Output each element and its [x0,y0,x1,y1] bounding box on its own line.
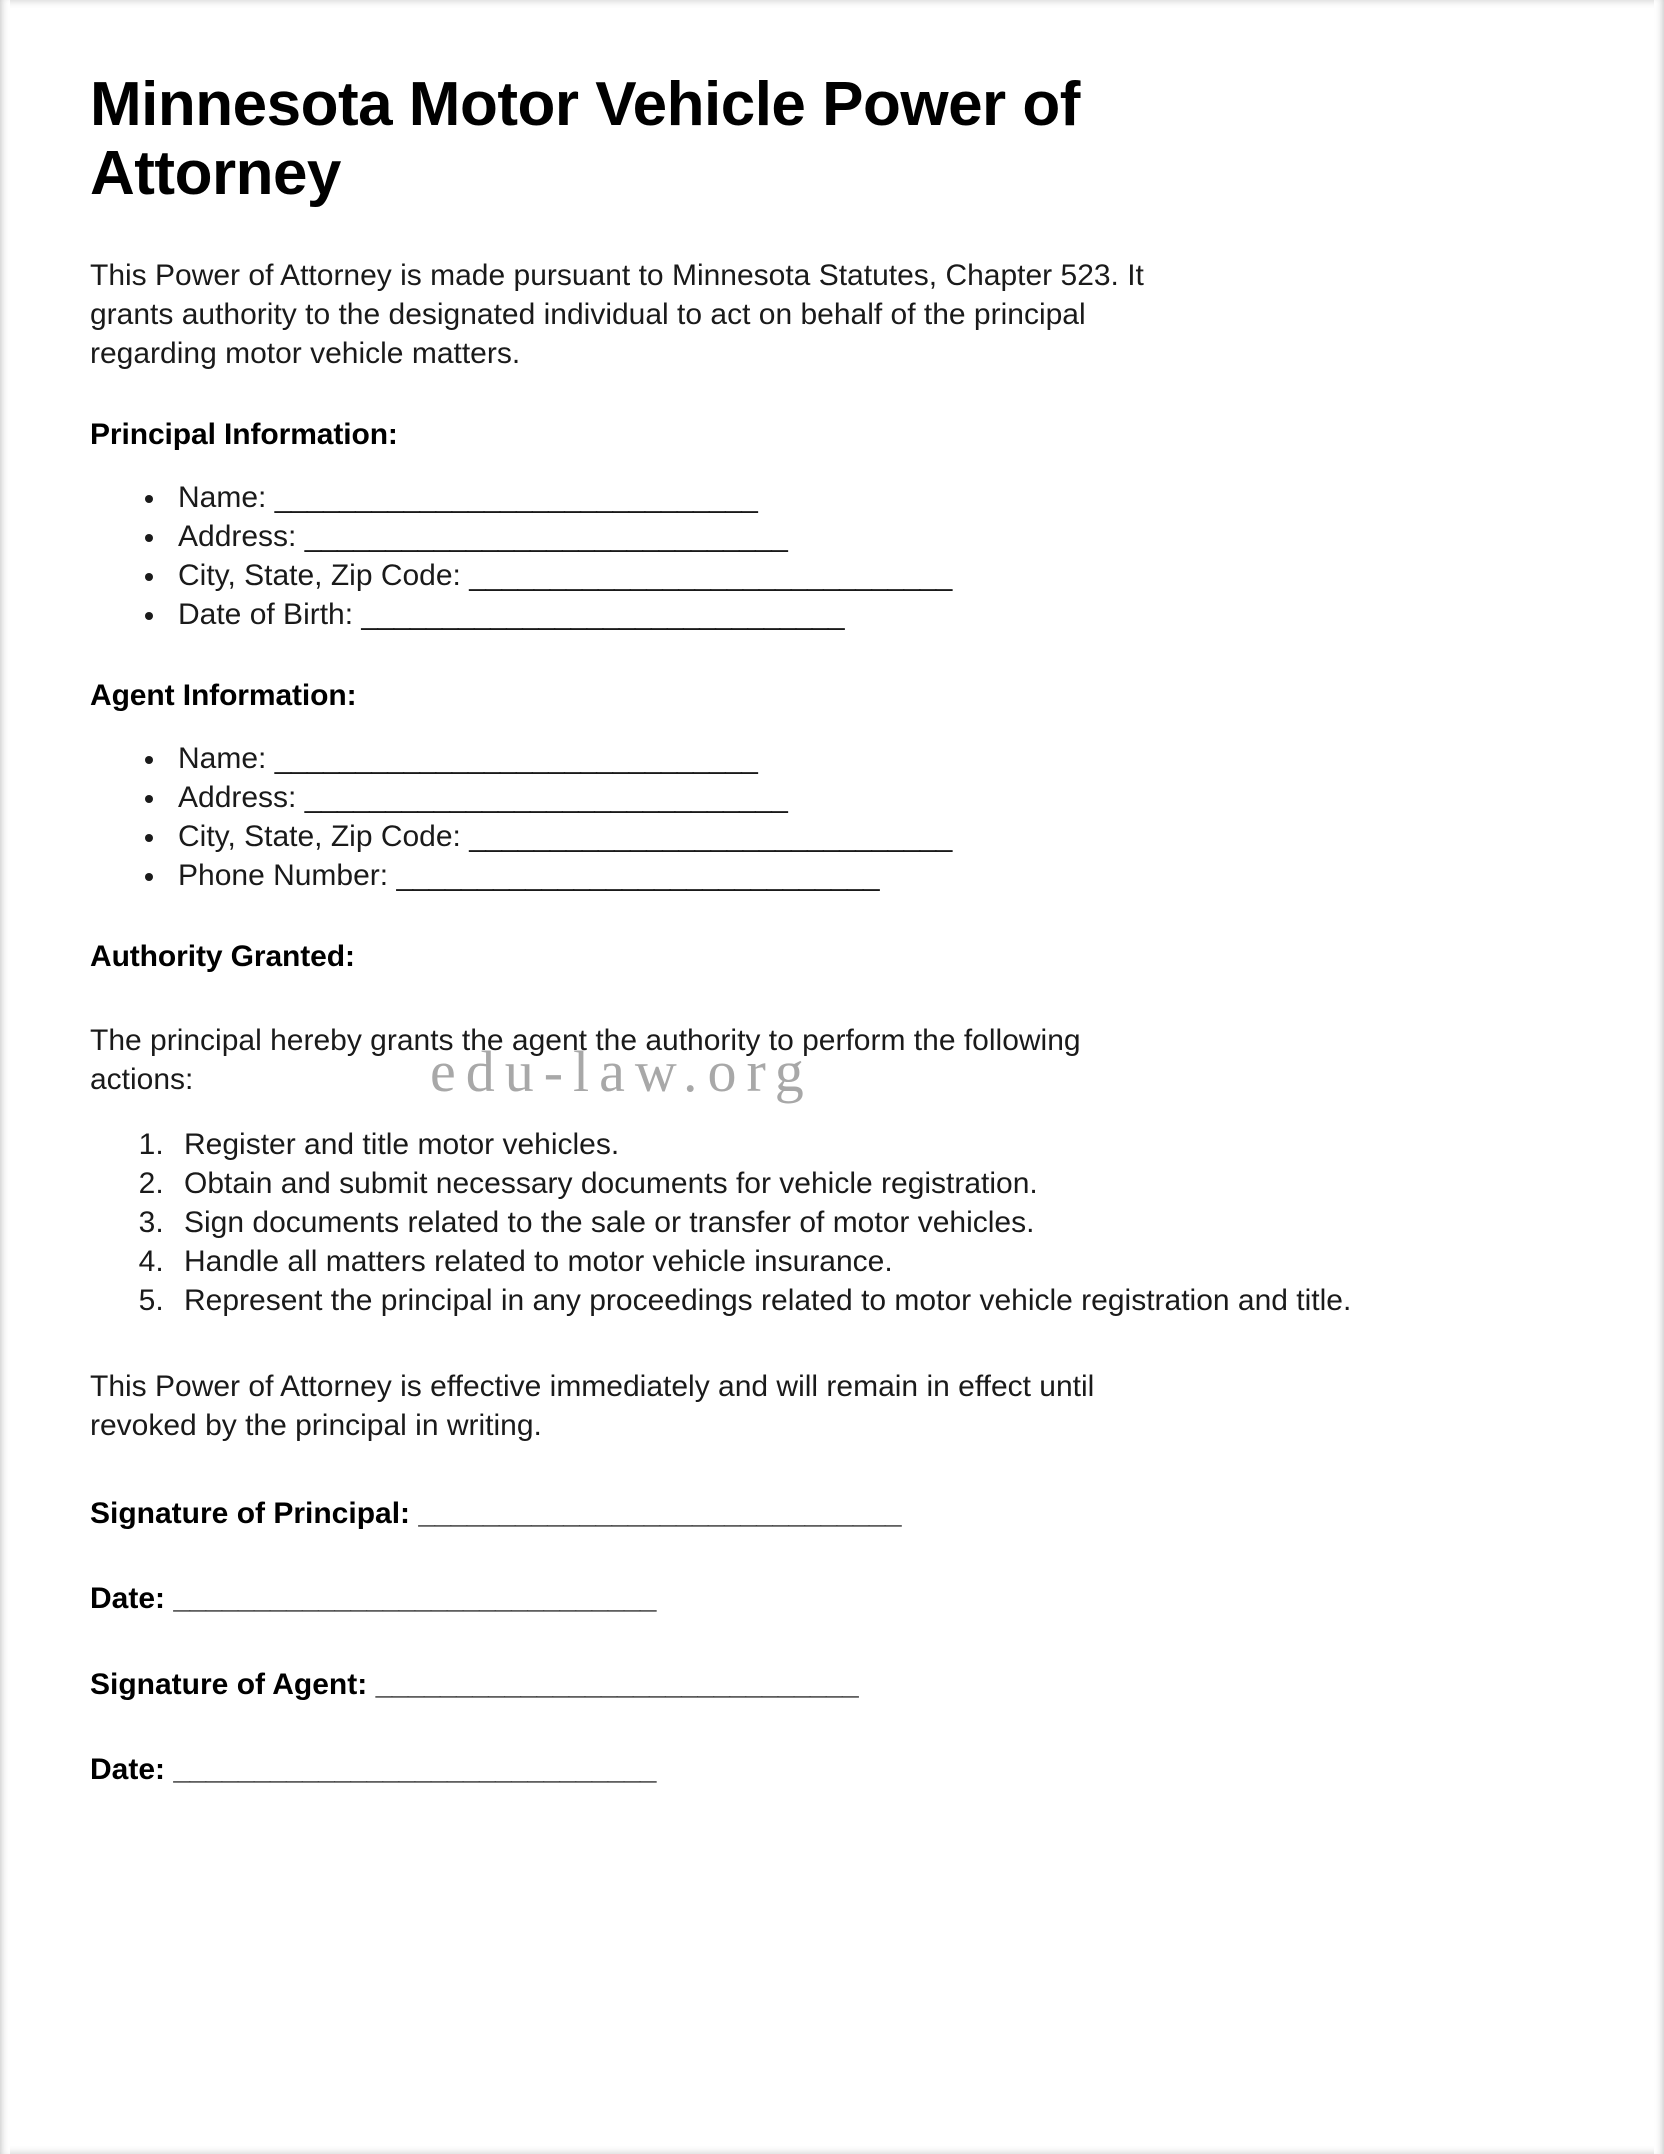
page-title: Minnesota Motor Vehicle Power of Attorney [90,70,1080,209]
agent-information-heading: Agent Information: [90,678,357,712]
principal-field-list [90,478,1572,634]
intro-paragraph: This Power of Attorney is made pursuant to Minnesota Statutes, Chapter 523. It grants authority to the designated individual to act on behalf of the principal regarding motor vehicle matters. [90,258,1144,370]
field-label: City, State, Zip Code: [178,819,461,853]
list-item: 3. Sign documents related to the sale or transfer of motor vehicles. [172,1203,1572,1242]
list-item [168,556,1572,595]
agent-date-blank[interactable]: ______________________________ [173,1753,656,1787]
list-item: 5. Represent the principal in any proceedings related to motor vehicle registration and title. [172,1281,1572,1320]
field-label: Name: [178,480,267,514]
agent-field-list [90,739,1572,895]
list-item [168,517,1572,556]
agent-date-row [90,1751,1572,1789]
principal-date-label: Date: [90,1582,166,1616]
field-blank[interactable]: ______________________________ [469,558,952,592]
principal-information-heading: Principal Information: [90,417,398,451]
list-item: 2. Obtain and submit necessary documents for vehicle registration. [172,1164,1572,1203]
field-blank[interactable]: ______________________________ [304,519,788,553]
signature-block [90,1495,1572,1789]
field-label: Phone Number: [178,858,389,892]
field-label: City, State, Zip Code: [178,558,461,592]
field-label: Name: [178,741,267,775]
list-item [168,595,1572,634]
field-blank[interactable]: ______________________________ [274,741,758,775]
list-item [168,478,1572,517]
page-edge-bottom [0,2146,1664,2154]
principal-date-row [90,1580,1572,1618]
field-blank[interactable]: ______________________________ [274,480,758,514]
field-blank[interactable]: ______________________________ [361,597,844,631]
list-item [168,817,1572,856]
agent-date-label: Date: [90,1753,166,1787]
list-item [168,778,1572,817]
principal-signature-label: Signature of Principal: [90,1496,411,1530]
field-blank[interactable]: ______________________________ [396,858,880,892]
closing-paragraph: This Power of Attorney is effective immediately and will remain in effect until revoked by the principal in writing. [90,1369,1095,1442]
list-item: 1. Register and title motor vehicles. [172,1125,1572,1164]
field-blank[interactable]: ______________________________ [469,819,952,853]
field-blank[interactable]: ______________________________ [304,780,788,814]
authority-list [90,1125,1572,1320]
authority-lead-in: The principal hereby grants the agent the authority to perform the following actions: [90,1023,1081,1096]
site-watermark: edu-law.org [430,1039,814,1104]
principal-signature-blank[interactable]: ______________________________ [418,1496,901,1530]
field-label: Address: [178,780,297,814]
field-label: Date of Birth: [178,597,354,631]
list-item: 4. Handle all matters related to motor vehicle insurance. [172,1242,1572,1281]
agent-signature-row [90,1666,1572,1704]
principal-signature-row [90,1495,1572,1533]
authority-granted-heading: Authority Granted: [90,939,355,973]
list-item [168,739,1572,778]
field-label: Address: [178,519,297,553]
principal-date-blank[interactable]: ______________________________ [173,1582,656,1616]
list-item [168,856,1572,895]
agent-signature-blank[interactable]: ______________________________ [375,1667,859,1701]
agent-signature-label: Signature of Agent: [90,1667,368,1701]
